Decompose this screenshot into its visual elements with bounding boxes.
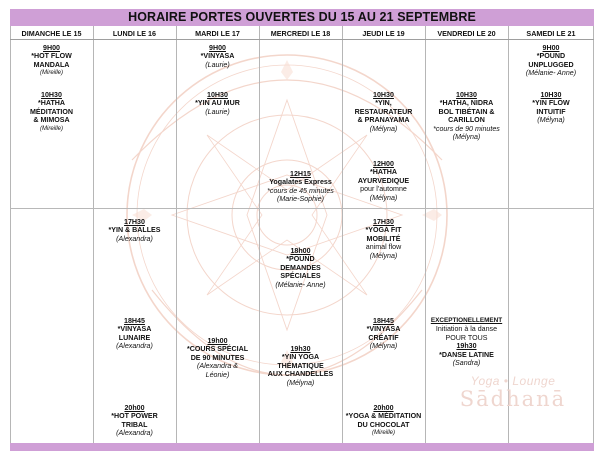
class-block — [176, 337, 259, 379]
class-block — [259, 247, 342, 289]
class-block — [342, 91, 425, 133]
class-teacher: (Mélanie- Anne) — [525, 69, 577, 78]
bottom-bar — [10, 443, 594, 451]
class-time: 18h00 — [290, 247, 311, 255]
class-teacher: (Mélyna) — [369, 193, 398, 202]
class-time: 10H30 — [540, 91, 562, 99]
day-header-thursday: JEUDI LE 19 — [362, 29, 405, 38]
class-time: 10H30 — [373, 91, 394, 99]
class-name: *HOT POWER TRIBAL — [111, 412, 158, 429]
class-time: 19h30 — [456, 342, 477, 351]
class-time: 10H30 — [207, 91, 228, 99]
class-name: *VINYASA — [200, 52, 235, 61]
class-name: *POUND UNPLUGGED — [528, 52, 574, 69]
class-block — [508, 91, 594, 125]
class-teacher: (Mélyna) — [452, 133, 481, 142]
class-name: *HATHA MÉDITATION & MIMOSA — [29, 99, 74, 125]
class-block — [176, 91, 259, 116]
class-time: 17H30 — [124, 218, 145, 226]
class-name: *HATHA AYURVEDIQUE — [357, 168, 410, 185]
class-teacher: (Mélyna) — [369, 124, 398, 133]
class-teacher: (Mélyna) — [369, 251, 398, 260]
class-block — [342, 317, 425, 351]
class-note: Initiation à la danse POUR TOUS — [435, 325, 498, 342]
class-block — [10, 91, 93, 133]
day-header-sunday: DIMANCHE LE 15 — [21, 29, 82, 38]
class-teacher: (Sandra) — [452, 359, 481, 368]
special-heading: EXCEPTIONELLEMENT — [430, 317, 503, 324]
class-time: 10H30 — [41, 91, 62, 99]
grid-border-left — [10, 26, 11, 443]
class-block — [425, 91, 508, 141]
class-name: *HOT FLOW MANDALA — [31, 52, 72, 69]
day-header-wednesday: MERCREDI LE 18 — [270, 29, 331, 38]
brand-name: Sādhanā — [459, 387, 567, 411]
class-block — [508, 44, 594, 78]
class-time: 19h30 — [290, 345, 311, 353]
class-name: Yogalates Express — [269, 178, 332, 187]
grid-border-right — [593, 26, 594, 443]
class-block — [259, 345, 342, 387]
class-name: *VINYASA CRÉATIF — [366, 325, 401, 342]
class-time: 10H30 — [456, 91, 477, 99]
class-time: 19h00 — [207, 337, 228, 345]
class-name: *POUND DEMANDES SPÉCIALES — [280, 255, 321, 281]
class-time: 17H30 — [373, 218, 394, 226]
class-teacher: (Mireille) — [40, 70, 63, 77]
header-divider — [10, 39, 594, 40]
day-header-friday: VENDREDI LE 20 — [437, 29, 496, 38]
afternoon-divider — [10, 208, 594, 209]
class-name: *YIN YOGA THÉMATIQUE AUX CHANDELLES — [267, 353, 334, 379]
class-block — [425, 317, 508, 367]
class-name: *VINYASA LUNAIRE — [117, 325, 152, 342]
day-header-saturday: SAMEDI LE 21 — [526, 29, 576, 38]
class-teacher: (Mélyna) — [369, 342, 398, 351]
class-time: 12H00 — [373, 160, 394, 168]
class-name: *COURS SPÉCIAL DE 90 MINUTES — [186, 345, 249, 362]
class-teacher: (Mélanie- Anne) — [275, 280, 326, 289]
class-name: *YOGA & MÉDITATION DU CHOCOLAT — [345, 412, 422, 429]
class-teacher: (Alexandra) — [116, 234, 153, 243]
class-block — [259, 170, 342, 204]
class-teacher: (Alexandra) — [116, 342, 153, 351]
class-teacher: (Alexandra & Léonie) — [196, 362, 238, 379]
class-time: 18H45 — [124, 317, 145, 325]
class-teacher: (Mélyna) — [537, 116, 565, 125]
class-teacher: (Mélyna) — [286, 378, 315, 387]
title-bar — [10, 9, 594, 26]
class-note: *cours de 90 minutes — [433, 124, 500, 133]
brand-tagline: Yoga • Lounge — [470, 374, 556, 388]
class-block — [342, 218, 425, 260]
class-time: 12H15 — [290, 170, 311, 178]
class-block — [93, 218, 176, 243]
class-teacher: (Mireille) — [40, 125, 63, 132]
class-name: *HATHA, NIDRA BOL TIBÉTAIN & CARILLON — [438, 99, 495, 125]
day-header-tuesday: MARDI LE 17 — [195, 29, 240, 38]
class-block — [342, 160, 425, 202]
class-teacher: (Alexandra) — [116, 429, 153, 438]
class-time: 9H00 — [209, 44, 226, 52]
class-name: *YIN, RESTAURATEUR & PRANAYAMA — [354, 99, 413, 125]
class-teacher: (Laurie) — [205, 107, 230, 116]
class-block — [93, 404, 176, 438]
class-name: *YIN FLOW INTUITIF — [532, 99, 570, 116]
class-note: pour l'automne — [360, 185, 407, 194]
class-time: 9H00 — [43, 44, 60, 52]
class-teacher: (Mireille) — [372, 430, 395, 437]
class-name: *YOGA FIT MOBILITÉ — [365, 226, 402, 243]
brand-watermark — [438, 374, 588, 410]
class-time: 20h00 — [124, 404, 145, 412]
class-name: *DANSE LATINE — [439, 350, 494, 359]
class-block — [93, 317, 176, 351]
class-block — [176, 44, 259, 69]
class-block — [326, 404, 441, 437]
day-header-monday: LUNDI LE 16 — [112, 29, 157, 38]
page-title: HORAIRE PORTES OUVERTES DU 15 AU 21 SEPTEMBRE — [128, 10, 476, 24]
class-teacher: (Laurie) — [205, 60, 230, 69]
class-teacher: (Marie-Sophie) — [277, 195, 324, 204]
class-name: *YIN AU MUR — [195, 99, 240, 108]
class-name: *YIN & BALLES — [108, 226, 161, 235]
class-time: 9H00 — [542, 44, 560, 52]
grid-divider — [176, 26, 177, 443]
class-note: *cours de 45 minutes — [267, 186, 334, 195]
class-block — [10, 44, 93, 77]
class-time: 20h00 — [373, 404, 394, 412]
class-time: 18H45 — [373, 317, 394, 325]
grid-divider — [425, 26, 426, 443]
class-note: animal flow — [365, 243, 402, 252]
